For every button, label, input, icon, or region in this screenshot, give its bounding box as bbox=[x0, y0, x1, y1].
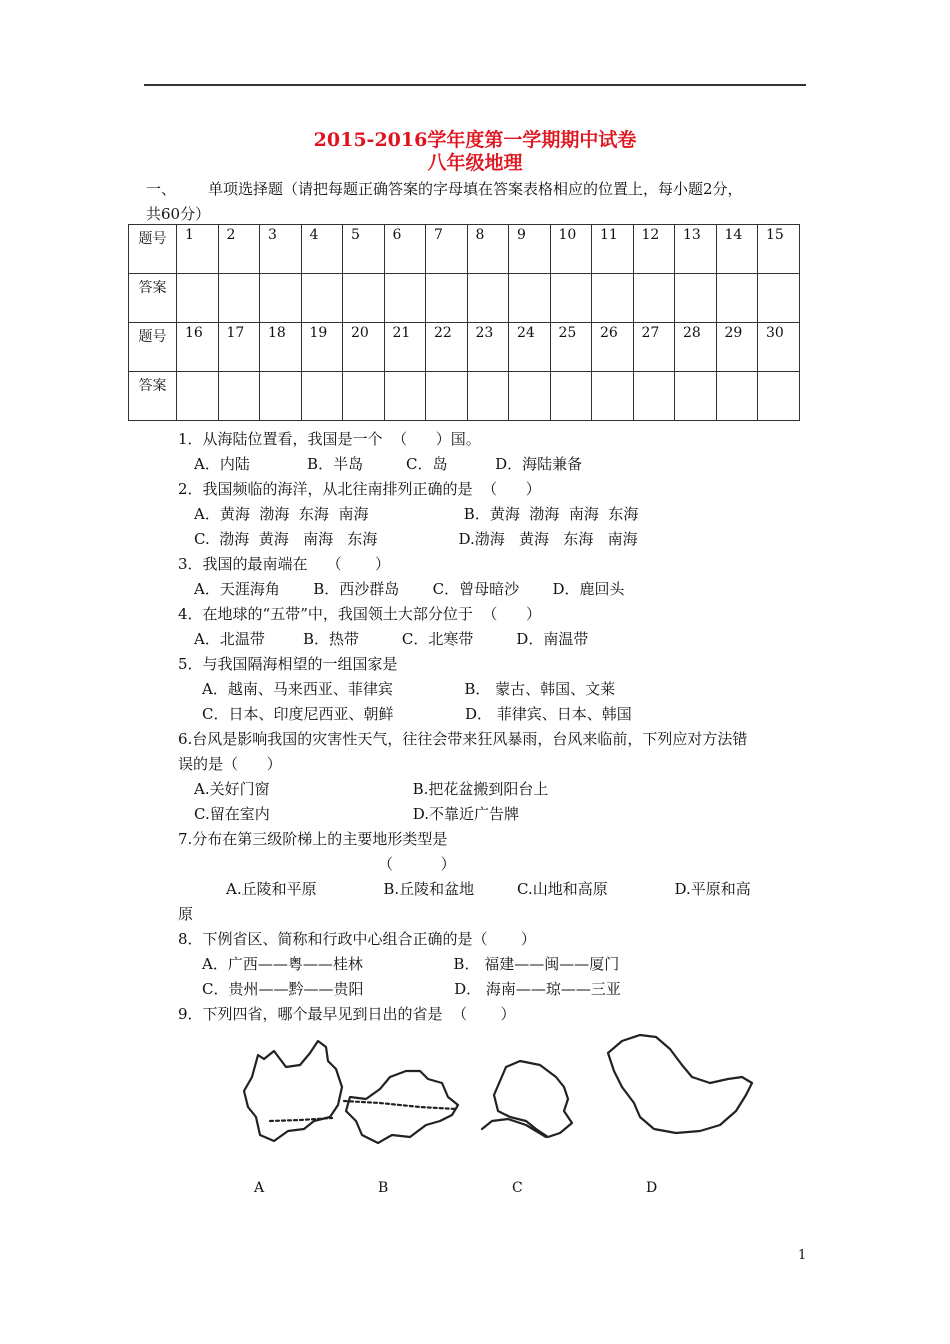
question-8-options-ab: A．广西——粤——桂林 B． 福建——闽——厦门 bbox=[202, 955, 620, 973]
question-3-options: A．天涯海角 B．西沙群岛 C．曾母暗沙 D．鹿回头 bbox=[194, 580, 625, 598]
answer-header-cell: 答案 bbox=[129, 274, 177, 323]
page-number: 1 bbox=[798, 1248, 807, 1263]
province-map-b bbox=[346, 1071, 458, 1143]
number-cell: 20 bbox=[343, 323, 385, 372]
number-cell: 25 bbox=[550, 323, 592, 372]
province-map-b-river bbox=[344, 1101, 456, 1109]
section-number: 一、 bbox=[146, 180, 177, 198]
answer-table-answer-row-1 bbox=[129, 274, 800, 323]
number-cell: 3 bbox=[260, 225, 302, 274]
number-cell: 8 bbox=[467, 225, 509, 274]
question-2: 2．我国频临的海洋，从北往南排列正确的是 （ ） bbox=[178, 480, 541, 498]
question-5-options-cd: C．日本、印度尼西亚、朝鲜 D． 菲律宾、日本、韩国 bbox=[202, 705, 632, 723]
answer-cell[interactable] bbox=[716, 372, 758, 421]
map-label-d: D bbox=[646, 1180, 658, 1196]
number-cell: 12 bbox=[633, 225, 675, 274]
number-cell: 10 bbox=[550, 225, 592, 274]
answer-cell[interactable] bbox=[758, 372, 800, 421]
answer-cell[interactable] bbox=[260, 274, 302, 323]
question-4-options: A．北温带 B．热带 C．北寒带 D．南温带 bbox=[194, 630, 589, 648]
number-cell: 16 bbox=[177, 323, 219, 372]
question-6-options-ab: A.关好门窗 B.把花盆搬到阳台上 bbox=[194, 780, 549, 798]
answer-cell[interactable] bbox=[509, 274, 551, 323]
answer-cell[interactable] bbox=[467, 372, 509, 421]
number-cell: 9 bbox=[509, 225, 551, 274]
question-7: 7.分布在第三级阶梯上的主要地形类型是 bbox=[178, 830, 448, 848]
answer-cell[interactable] bbox=[509, 372, 551, 421]
answer-cell[interactable] bbox=[301, 274, 343, 323]
answer-cell[interactable] bbox=[550, 372, 592, 421]
question-1: 1．从海陆位置看，我国是一个 （ ）国。 bbox=[178, 430, 481, 448]
question-6-options-cd: C.留在室内 D.不靠近广告牌 bbox=[194, 805, 520, 823]
number-cell: 19 bbox=[301, 323, 343, 372]
number-cell: 6 bbox=[384, 225, 426, 274]
header-rule bbox=[144, 84, 806, 86]
answer-cell[interactable] bbox=[218, 372, 260, 421]
number-cell: 28 bbox=[675, 323, 717, 372]
question-3: 3．我国的最南端在 （ ） bbox=[178, 555, 390, 573]
number-cell: 17 bbox=[218, 323, 260, 372]
answer-cell[interactable] bbox=[592, 274, 634, 323]
answer-cell[interactable] bbox=[633, 274, 675, 323]
section-heading bbox=[146, 177, 816, 227]
question-8-options-cd: C．贵州——黔——贵阳 D． 海南——琼——三亚 bbox=[202, 980, 621, 998]
number-cell: 2 bbox=[218, 225, 260, 274]
page-title: 2015-2016学年度第一学期期中试卷 bbox=[313, 129, 637, 151]
number-cell: 7 bbox=[426, 225, 468, 274]
answer-table-number-row-1 bbox=[129, 225, 800, 274]
question-2-options-ab: A．黄海 渤海 东海 南海 B．黄海 渤海 南海 东海 bbox=[194, 505, 639, 523]
number-cell: 26 bbox=[592, 323, 634, 372]
answer-cell[interactable] bbox=[177, 372, 219, 421]
answer-cell[interactable] bbox=[218, 274, 260, 323]
map-label-b: B bbox=[378, 1180, 389, 1196]
number-cell: 11 bbox=[592, 225, 634, 274]
question-7-options: A.丘陵和平原 B.丘陵和盆地 C.山地和高原 D.平原和高 bbox=[226, 880, 751, 898]
question-5-options-ab: A．越南、马来西亚、菲律宾 B． 蒙古、韩国、文莱 bbox=[202, 680, 616, 698]
question-1-options: A．内陆 B．半岛 C．岛 D．海陆兼备 bbox=[194, 455, 583, 473]
number-header-cell: 题号 bbox=[129, 225, 177, 274]
section-instructions-line2: 共60分） bbox=[146, 205, 211, 223]
number-cell: 4 bbox=[301, 225, 343, 274]
answer-cell[interactable] bbox=[675, 372, 717, 421]
answer-cell[interactable] bbox=[260, 372, 302, 421]
answer-cell[interactable] bbox=[426, 372, 468, 421]
answer-cell[interactable] bbox=[177, 274, 219, 323]
question-7-answer-paren: （ ） bbox=[378, 855, 456, 873]
answer-cell[interactable] bbox=[426, 274, 468, 323]
number-cell: 27 bbox=[633, 323, 675, 372]
answer-cell[interactable] bbox=[343, 372, 385, 421]
answer-table-answer-row-2 bbox=[129, 372, 800, 421]
question-7-options-wrap: 原 bbox=[178, 905, 194, 923]
number-cell: 5 bbox=[343, 225, 385, 274]
answer-cell[interactable] bbox=[301, 372, 343, 421]
province-outline-maps bbox=[230, 1025, 790, 1155]
question-6-line2: 误的是（ ） bbox=[178, 755, 282, 773]
number-header-cell: 题号 bbox=[129, 323, 177, 372]
answer-cell[interactable] bbox=[716, 274, 758, 323]
question-9: 9．下列四省，哪个最早见到日出的省是 （ ） bbox=[178, 1005, 516, 1023]
number-cell: 22 bbox=[426, 323, 468, 372]
question-2-options-cd: C. 渤海 黄海 南海 东海 D.渤海 黄海 东海 南海 bbox=[194, 530, 638, 548]
answer-cell[interactable] bbox=[550, 274, 592, 323]
answer-cell[interactable] bbox=[384, 372, 426, 421]
number-cell: 29 bbox=[716, 323, 758, 372]
answer-cell[interactable] bbox=[343, 274, 385, 323]
question-4: 4．在地球的“五带”中，我国领土大部分位于 （ ） bbox=[178, 605, 542, 623]
answer-table-number-row-2 bbox=[129, 323, 800, 372]
answer-header-cell: 答案 bbox=[129, 372, 177, 421]
answer-cell[interactable] bbox=[758, 274, 800, 323]
number-cell: 23 bbox=[467, 323, 509, 372]
page-subtitle: 八年级地理 bbox=[427, 152, 523, 174]
number-cell: 1 bbox=[177, 225, 219, 274]
number-cell: 14 bbox=[716, 225, 758, 274]
answer-cell[interactable] bbox=[633, 372, 675, 421]
answer-cell[interactable] bbox=[467, 274, 509, 323]
answer-cell[interactable] bbox=[675, 274, 717, 323]
number-cell: 13 bbox=[675, 225, 717, 274]
number-cell: 24 bbox=[509, 323, 551, 372]
answer-table bbox=[128, 224, 800, 421]
province-map-a bbox=[244, 1041, 342, 1141]
question-5: 5．与我国隔海相望的一组国家是 bbox=[178, 655, 398, 673]
question-6-line1: 6.台风是影响我国的灾害性天气，往往会带来狂风暴雨，台风来临前，下列应对方法错 bbox=[178, 730, 748, 748]
number-cell: 21 bbox=[384, 323, 426, 372]
section-instructions-line1: 单项选择题（请把每题正确答案的字母填在答案表格相应的位置上，每小题2分， bbox=[208, 180, 743, 198]
number-cell: 15 bbox=[758, 225, 800, 274]
province-map-c bbox=[494, 1061, 572, 1137]
province-map-d bbox=[608, 1035, 752, 1133]
number-cell: 30 bbox=[758, 323, 800, 372]
number-cell: 18 bbox=[260, 323, 302, 372]
answer-cell[interactable] bbox=[592, 372, 634, 421]
question-8: 8．下例省区、简称和行政中心组合正确的是（ ） bbox=[178, 930, 536, 948]
map-label-a: A bbox=[254, 1180, 265, 1196]
map-label-c: C bbox=[512, 1180, 523, 1196]
answer-cell[interactable] bbox=[384, 274, 426, 323]
